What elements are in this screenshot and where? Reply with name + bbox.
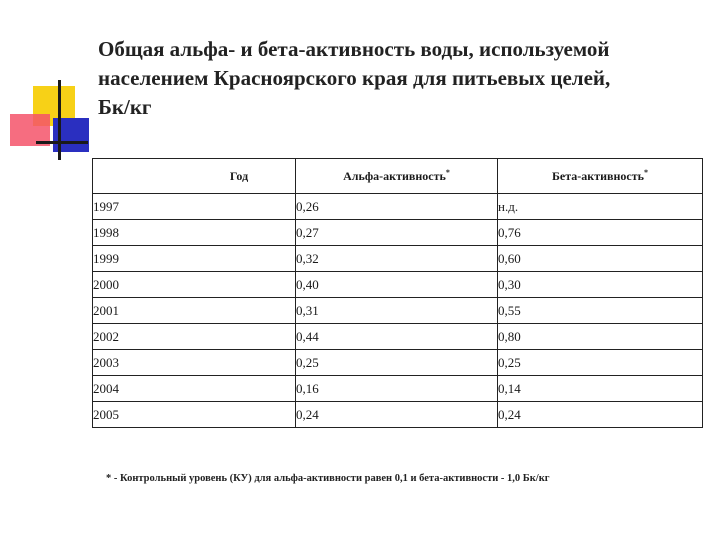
slide-title xyxy=(98,35,698,122)
table-row xyxy=(93,272,703,298)
table-row xyxy=(93,246,703,272)
cell-year: 2003 xyxy=(93,350,296,376)
cell-alpha: 0,16 xyxy=(296,376,498,402)
cell-year: 2005 xyxy=(93,402,296,428)
decorative-horizontal-line xyxy=(36,141,88,144)
cell-beta: н.д. xyxy=(498,194,703,220)
cell-year: 2004 xyxy=(93,376,296,402)
cell-year: 1998 xyxy=(93,220,296,246)
cell-beta: 0,60 xyxy=(498,246,703,272)
cell-year: 1999 xyxy=(93,246,296,272)
cell-alpha: 0,44 xyxy=(296,324,498,350)
table-header-row xyxy=(93,159,703,194)
table-row xyxy=(93,350,703,376)
cell-beta: 0,30 xyxy=(498,272,703,298)
cell-alpha: 0,24 xyxy=(296,402,498,428)
table-row xyxy=(93,376,703,402)
cell-beta: 0,14 xyxy=(498,376,703,402)
footnote: * - Контрольный уровень (КУ) для альфа-активности равен 0,1 и бета-активности - 1,0 Бк/кг xyxy=(106,473,550,484)
table-row xyxy=(93,402,703,428)
cell-beta: 0,25 xyxy=(498,350,703,376)
cell-year: 2002 xyxy=(93,324,296,350)
decorative-vertical-line xyxy=(58,80,61,160)
cell-beta: 0,80 xyxy=(498,324,703,350)
header-year: Год xyxy=(93,159,296,194)
cell-alpha: 0,25 xyxy=(296,350,498,376)
footnote-marker: * xyxy=(643,168,648,177)
cell-beta: 0,76 xyxy=(498,220,703,246)
cell-year: 2000 xyxy=(93,272,296,298)
header-alpha-label: Альфа-активность xyxy=(343,169,446,183)
cell-beta: 0,55 xyxy=(498,298,703,324)
footnote-marker: * xyxy=(445,168,450,177)
cell-alpha: 0,27 xyxy=(296,220,498,246)
table-row xyxy=(93,220,703,246)
cell-year: 2001 xyxy=(93,298,296,324)
cell-alpha: 0,31 xyxy=(296,298,498,324)
title-line: населением Красноярского края для питьевых целей, xyxy=(98,66,611,90)
title-line: Бк/кг xyxy=(98,95,152,119)
cell-alpha: 0,40 xyxy=(296,272,498,298)
table-row xyxy=(93,194,703,220)
table-row xyxy=(93,298,703,324)
header-alpha xyxy=(296,159,498,194)
header-beta-label: Бета-активность xyxy=(552,169,644,183)
cell-year: 1997 xyxy=(93,194,296,220)
cell-beta: 0,24 xyxy=(498,402,703,428)
title-line: Общая альфа- и бета-активность воды, используемой xyxy=(98,37,610,61)
cell-alpha: 0,26 xyxy=(296,194,498,220)
table-row xyxy=(93,324,703,350)
cell-alpha: 0,32 xyxy=(296,246,498,272)
header-beta xyxy=(498,159,703,194)
activity-table xyxy=(92,158,703,428)
